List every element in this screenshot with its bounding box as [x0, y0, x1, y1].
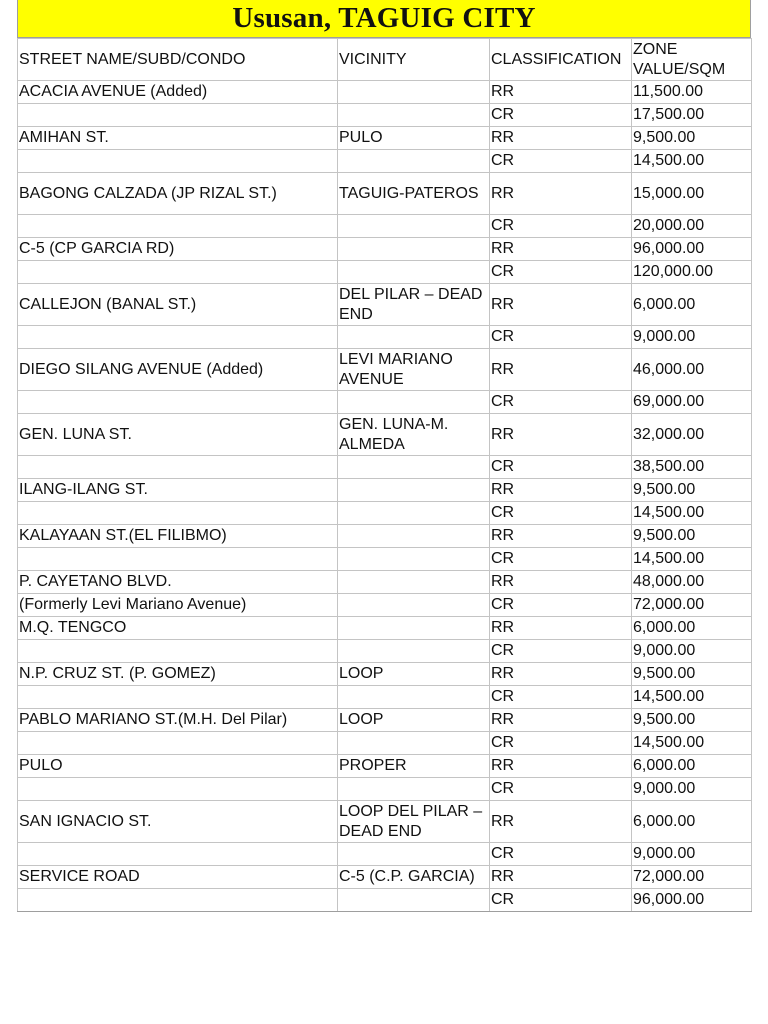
- cell-vicinity: [338, 238, 490, 261]
- table-row: [18, 150, 752, 173]
- table-row: [18, 104, 752, 127]
- cell-vicinity: [338, 525, 490, 548]
- cell-vicinity: LOOP DEL PILAR – DEAD END: [338, 801, 490, 843]
- cell-zone-value: 72,000.00: [632, 866, 752, 889]
- cell-vicinity: [338, 391, 490, 414]
- cell-vicinity: [338, 104, 490, 127]
- cell-classification: CR: [490, 261, 632, 284]
- cell-street-name: [18, 732, 338, 755]
- cell-street-name: SAN IGNACIO ST.: [18, 801, 338, 843]
- cell-zone-value: 46,000.00: [632, 349, 752, 391]
- cell-classification: CR: [490, 686, 632, 709]
- table-row: [18, 548, 752, 571]
- cell-vicinity: [338, 150, 490, 173]
- cell-vicinity: [338, 594, 490, 617]
- cell-vicinity: GEN. LUNA-M. ALMEDA: [338, 414, 490, 456]
- cell-street-name: CALLEJON (BANAL ST.): [18, 284, 338, 326]
- cell-classification: CR: [490, 150, 632, 173]
- cell-zone-value: 14,500.00: [632, 686, 752, 709]
- cell-zone-value: 6,000.00: [632, 801, 752, 843]
- cell-vicinity: [338, 81, 490, 104]
- cell-street-name: [18, 548, 338, 571]
- cell-zone-value: 38,500.00: [632, 456, 752, 479]
- cell-classification: CR: [490, 456, 632, 479]
- cell-vicinity: [338, 617, 490, 640]
- cell-vicinity: [338, 456, 490, 479]
- cell-zone-value: 69,000.00: [632, 391, 752, 414]
- cell-street-name: N.P. CRUZ ST. (P. GOMEZ): [18, 663, 338, 686]
- table-row: [18, 640, 752, 663]
- cell-zone-value: 32,000.00: [632, 414, 752, 456]
- cell-classification: CR: [490, 502, 632, 525]
- cell-classification: RR: [490, 571, 632, 594]
- cell-classification: RR: [490, 663, 632, 686]
- cell-classification: CR: [490, 326, 632, 349]
- cell-street-name: [18, 456, 338, 479]
- cell-street-name: [18, 326, 338, 349]
- cell-street-name: SERVICE ROAD: [18, 866, 338, 889]
- cell-classification: RR: [490, 238, 632, 261]
- cell-vicinity: [338, 732, 490, 755]
- table-row: [18, 173, 752, 215]
- header-street-name: STREET NAME/SUBD/CONDO: [18, 39, 338, 81]
- cell-street-name: PABLO MARIANO ST.(M.H. Del Pilar): [18, 709, 338, 732]
- cell-street-name: (Formerly Levi Mariano Avenue): [18, 594, 338, 617]
- table-row: [18, 889, 752, 912]
- table-header-row: [18, 39, 752, 81]
- table-row: [18, 801, 752, 843]
- table-row: [18, 238, 752, 261]
- cell-zone-value: 9,000.00: [632, 640, 752, 663]
- cell-zone-value: 20,000.00: [632, 215, 752, 238]
- table-row: [18, 571, 752, 594]
- table-row: [18, 326, 752, 349]
- cell-street-name: GEN. LUNA ST.: [18, 414, 338, 456]
- cell-classification: RR: [490, 866, 632, 889]
- cell-classification: RR: [490, 173, 632, 215]
- cell-street-name: P. CAYETANO BLVD.: [18, 571, 338, 594]
- table-row: [18, 127, 752, 150]
- table-row: [18, 732, 752, 755]
- page-title: Ususan, TAGUIG CITY: [17, 0, 751, 38]
- cell-street-name: [18, 640, 338, 663]
- table-row: [18, 502, 752, 525]
- table-row: [18, 709, 752, 732]
- table-row: [18, 617, 752, 640]
- header-vicinity: VICINITY: [338, 39, 490, 81]
- cell-classification: RR: [490, 617, 632, 640]
- cell-vicinity: PULO: [338, 127, 490, 150]
- cell-classification: RR: [490, 755, 632, 778]
- table-row: [18, 261, 752, 284]
- cell-classification: RR: [490, 284, 632, 326]
- cell-street-name: PULO: [18, 755, 338, 778]
- cell-street-name: C-5 (CP GARCIA RD): [18, 238, 338, 261]
- cell-zone-value: 11,500.00: [632, 81, 752, 104]
- cell-classification: CR: [490, 548, 632, 571]
- cell-classification: RR: [490, 801, 632, 843]
- cell-street-name: [18, 502, 338, 525]
- cell-vicinity: [338, 548, 490, 571]
- cell-zone-value: 120,000.00: [632, 261, 752, 284]
- table-row: [18, 663, 752, 686]
- table-row: [18, 81, 752, 104]
- cell-vicinity: PROPER: [338, 755, 490, 778]
- cell-street-name: BAGONG CALZADA (JP RIZAL ST.): [18, 173, 338, 215]
- cell-classification: RR: [490, 479, 632, 502]
- cell-zone-value: 9,500.00: [632, 127, 752, 150]
- zonal-value-sheet: [17, 0, 751, 912]
- table-row: [18, 456, 752, 479]
- cell-classification: CR: [490, 843, 632, 866]
- cell-zone-value: 9,500.00: [632, 525, 752, 548]
- cell-classification: CR: [490, 594, 632, 617]
- cell-vicinity: DEL PILAR – DEAD END: [338, 284, 490, 326]
- cell-zone-value: 14,500.00: [632, 150, 752, 173]
- cell-vicinity: [338, 326, 490, 349]
- cell-street-name: [18, 104, 338, 127]
- cell-street-name: [18, 889, 338, 912]
- cell-vicinity: LOOP: [338, 709, 490, 732]
- cell-classification: CR: [490, 391, 632, 414]
- cell-zone-value: 6,000.00: [632, 755, 752, 778]
- table-row: [18, 866, 752, 889]
- table-row: [18, 414, 752, 456]
- cell-vicinity: [338, 502, 490, 525]
- header-classification: CLASSIFICATION: [490, 39, 632, 81]
- cell-street-name: ILANG-ILANG ST.: [18, 479, 338, 502]
- table-row: [18, 525, 752, 548]
- table-row: [18, 284, 752, 326]
- cell-street-name: [18, 215, 338, 238]
- cell-zone-value: 9,000.00: [632, 778, 752, 801]
- cell-vicinity: TAGUIG-PATEROS: [338, 173, 490, 215]
- cell-vicinity: [338, 261, 490, 284]
- cell-zone-value: 9,500.00: [632, 709, 752, 732]
- table-row: [18, 594, 752, 617]
- cell-classification: CR: [490, 732, 632, 755]
- cell-zone-value: 17,500.00: [632, 104, 752, 127]
- table-row: [18, 843, 752, 866]
- table-row: [18, 755, 752, 778]
- cell-classification: RR: [490, 525, 632, 548]
- cell-street-name: DIEGO SILANG AVENUE (Added): [18, 349, 338, 391]
- cell-vicinity: C-5 (C.P. GARCIA): [338, 866, 490, 889]
- cell-zone-value: 14,500.00: [632, 502, 752, 525]
- cell-street-name: ACACIA AVENUE (Added): [18, 81, 338, 104]
- zonal-value-table: [17, 38, 752, 912]
- cell-vicinity: [338, 571, 490, 594]
- cell-street-name: AMIHAN ST.: [18, 127, 338, 150]
- cell-street-name: [18, 686, 338, 709]
- cell-zone-value: 9,500.00: [632, 479, 752, 502]
- cell-classification: CR: [490, 215, 632, 238]
- cell-vicinity: LOOP: [338, 663, 490, 686]
- table-row: [18, 391, 752, 414]
- cell-zone-value: 9,000.00: [632, 326, 752, 349]
- cell-zone-value: 15,000.00: [632, 173, 752, 215]
- cell-zone-value: 14,500.00: [632, 548, 752, 571]
- cell-zone-value: 96,000.00: [632, 889, 752, 912]
- cell-zone-value: 72,000.00: [632, 594, 752, 617]
- cell-vicinity: [338, 843, 490, 866]
- table-row: [18, 349, 752, 391]
- table-row: [18, 479, 752, 502]
- cell-classification: RR: [490, 414, 632, 456]
- cell-street-name: [18, 843, 338, 866]
- cell-street-name: [18, 778, 338, 801]
- cell-street-name: [18, 391, 338, 414]
- cell-zone-value: 48,000.00: [632, 571, 752, 594]
- cell-zone-value: 9,500.00: [632, 663, 752, 686]
- cell-zone-value: 14,500.00: [632, 732, 752, 755]
- cell-classification: RR: [490, 349, 632, 391]
- cell-classification: RR: [490, 709, 632, 732]
- header-zone-value: ZONE VALUE/SQM: [632, 39, 752, 81]
- table-body: [18, 81, 752, 912]
- table-row: [18, 215, 752, 238]
- cell-classification: CR: [490, 104, 632, 127]
- cell-vicinity: [338, 889, 490, 912]
- cell-street-name: [18, 150, 338, 173]
- table-row: [18, 686, 752, 709]
- cell-vicinity: [338, 778, 490, 801]
- cell-zone-value: 9,000.00: [632, 843, 752, 866]
- cell-street-name: [18, 261, 338, 284]
- table-row: [18, 778, 752, 801]
- cell-classification: CR: [490, 640, 632, 663]
- cell-classification: RR: [490, 127, 632, 150]
- cell-zone-value: 96,000.00: [632, 238, 752, 261]
- cell-vicinity: [338, 640, 490, 663]
- cell-zone-value: 6,000.00: [632, 617, 752, 640]
- cell-street-name: M.Q. TENGCO: [18, 617, 338, 640]
- cell-zone-value: 6,000.00: [632, 284, 752, 326]
- cell-classification: CR: [490, 778, 632, 801]
- cell-vicinity: [338, 215, 490, 238]
- cell-street-name: KALAYAAN ST.(EL FILIBMO): [18, 525, 338, 548]
- cell-classification: RR: [490, 81, 632, 104]
- cell-vicinity: LEVI MARIANO AVENUE: [338, 349, 490, 391]
- cell-vicinity: [338, 479, 490, 502]
- cell-vicinity: [338, 686, 490, 709]
- cell-classification: CR: [490, 889, 632, 912]
